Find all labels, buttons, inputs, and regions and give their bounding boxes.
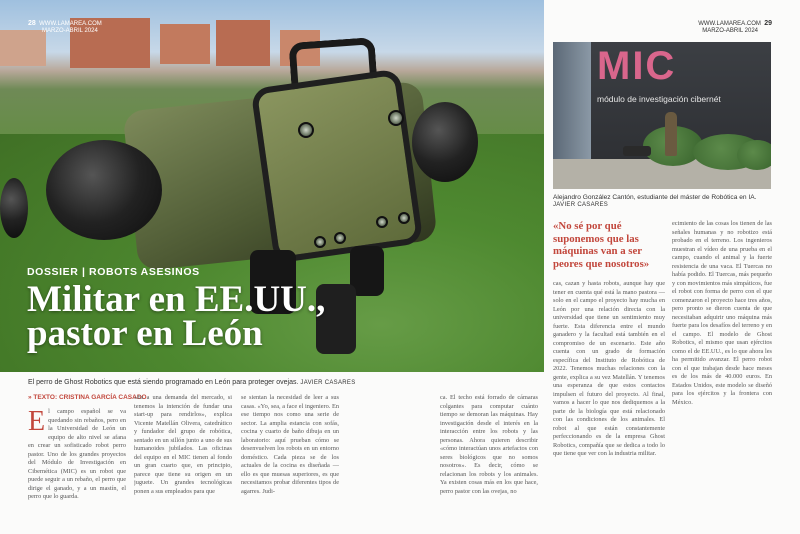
body-column-5: cas, cazan y hasta robots, aunque hay que tener en cuenta qué está la mano pastora — solo en el campo el proyecto hay mucha en León por una relación directa con la universidad que tiene un sentimiento muy fuerte. Esta diferencia entre el mundo ganadero y la facultad está también en el compromiso de un escenario. Este año cuenta con un grado de formación específica del Instituto de Robótica de 2022. Tenemos muchas relaciones con la gente, explica a su vez Matellán. Y tenemos una esperanza de que estos contactos impulsen el futuro del proyecto. Al final, vamos a hacer lo que nos dediquemos a la parte de la biología que está relacionado con las condiciones de los animales. El robot al que están constantemente perfeccionando es de la empresa Ghost Robotics, compañía que se dedica a todo lo que tiene que ver con la industria militar. xyxy=(553,280,665,457)
byline: » TEXTO: CRISTINA GARCÍA CASADO xyxy=(28,394,147,401)
building-sign: MIC xyxy=(597,44,677,88)
building-subsign: módulo de investigación cibernét xyxy=(597,94,721,104)
body-column-2: »Es a una demanda del mercado, si tenemos la intención de fundar una start-up para rendirlos», explica Vicente Matellán Olivera, catedrático y fundador del grupo de robótica, sentado en un sillón junto a uno de sus humanoides jubilados. Las oficinas del equipo en el MIC tienen al fondo un gran cuarto que, en principio, parece que tiene su origen en un juguete. Un grandes tecnológicas ponen a sus empleados para que xyxy=(134,394,232,495)
article-title xyxy=(27,279,326,354)
folio-left: 28 WWW.LAMAREA.COM MARZO-ABRIL 2024 xyxy=(28,20,102,34)
secondary-photo-caption: Alejandro González Cantón, estudiante del máster de Robótica en IA. JAVIER CASARES xyxy=(553,194,757,208)
folio-right: WWW.LAMAREA.COM 29 MARZO-ABRIL 2024 xyxy=(698,20,772,34)
article-title-line2: pastor en León xyxy=(27,313,263,354)
body-column-4: ca. El techo está forrado de cámaras colgantes para computar cuánto tiempo se demoran las máquinas. Hay investigación desde el interés en la interacción entre los robots y las personas. Ahora quieren describir «cómo interactúan unos artefactos con seres biológicos que no somos nosotros». Es decir, cómo se relacionan los robots y los animales. Ya existen cosas más en los que hace, perro pastor con las ovejas, no xyxy=(440,394,538,495)
article-title-line1: Militar en EE.UU., xyxy=(27,279,326,320)
body-column-6: ecimiento de las cosas los tienen de las señales humanas y no robotizo está probado en el terreno. Los ingenieros muestran el vídeo de una prueba en el campo, cuando el animal y la fuerte resistencia de una vaca. El Tuercas no había podido. El Tuercas, más pequeño y con movimientos más simpáticos, fue el robot con forma de perro con el que comenzaron el proyecto hace tres años, pero pronto se dieron cuenta de que necesitaban adquirir uno máquina más fuerte para los desafíos del terreno y en el campo. El modelo de Ghost Robotics, el mismo que usan ejércitos como el de EE.UU., es lo que ahora les ha permitido avanzar. El perro robot con el que trabajan desde hace meses es de los más de 40.000 euros. En Estados Unidos, este modelo se diseñó para los ejércitos y la frontera con México. xyxy=(672,220,772,406)
body-column-3: se sientan la necesidad de leer a sus casas. «Yo, sea, a face el ingeniero. En ese tiempo nos como una serie de sector. La amplia estancia con sofás, cocina y cuarto de baño dibuja en un laboratorio: aquí prueban cómo se desenvuelven los robots en un entorno doméstico. Cada pieza se de los actuales de la cocina es diseñada — ello es que muesas superiores, es que necesitamos probar diferentes tipos de agarres. Judi- xyxy=(241,394,339,495)
photo-credit: JAVIER CASARES xyxy=(300,380,356,386)
body-column-1: E l campo español se va quedando sin rebaños, pero en la Universidad de León un equipo de alto nivel se afana en crear un sofisticado robot perro pastor. Uno de los grandes proyectos del Módulo de Investigación en Cibernética (MIC) es un robot que puede seguir a un rebaño, el perro que dirige el ganado, y a un mastín, el perro que lo guarda. xyxy=(28,408,126,500)
drop-cap: E xyxy=(28,408,46,437)
secondary-photo-credit: JAVIER CASARES xyxy=(553,202,609,208)
hero-photo xyxy=(0,0,544,372)
section-kicker: DOSSIER | ROBOTS ASESINOS xyxy=(27,266,200,278)
secondary-photo xyxy=(553,42,771,189)
pull-quote: «No sé por qué suponemos que las máquinas van a ser peores que nosotros» xyxy=(553,220,650,270)
photo-caption: El perro de Ghost Robotics que está siendo programado en León para proteger ovejas. JAVIER CASARES xyxy=(28,379,356,386)
